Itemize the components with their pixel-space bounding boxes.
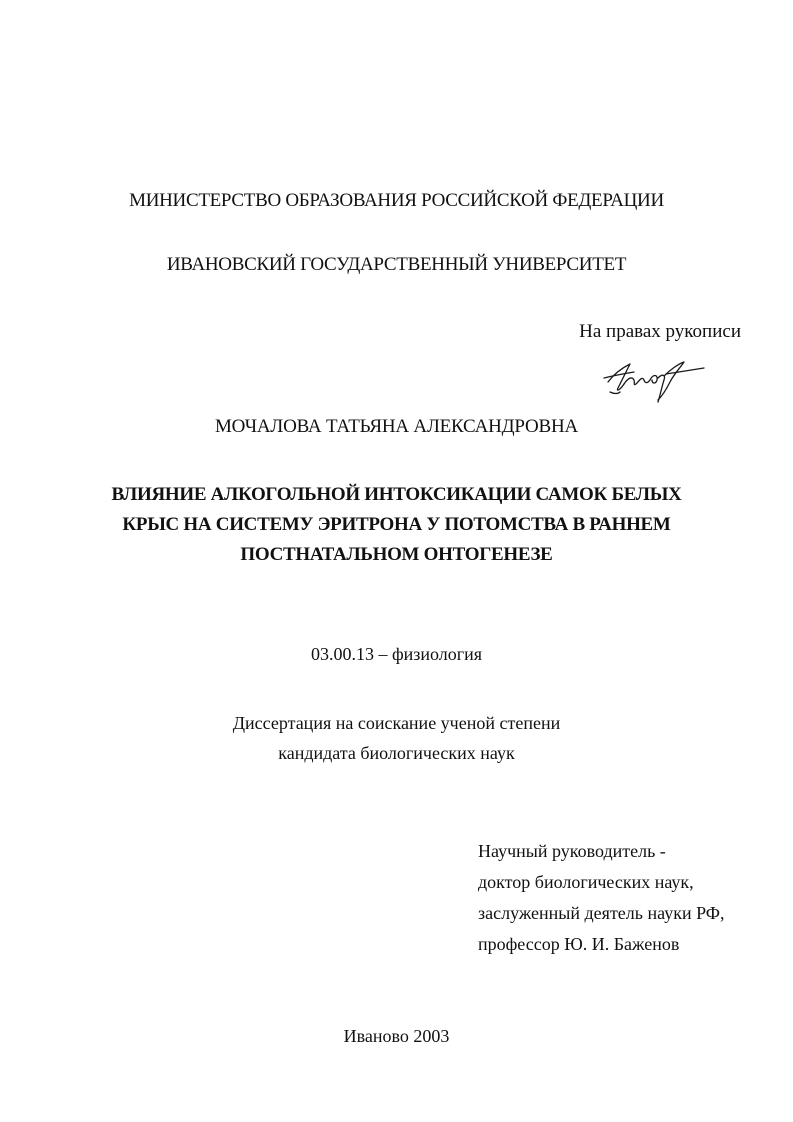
degree-statement [0, 708, 793, 768]
dissertation-title [0, 480, 793, 570]
supervisor-line: профессор Ю. И. Баженов [478, 934, 680, 954]
degree-line: Диссертация на соискание ученой степени [232, 713, 561, 733]
manuscript-note: На правах рукописи [579, 321, 741, 342]
city-year: Иваново 2003 [343, 1026, 450, 1046]
title-line: ПОСТНАТАЛЬНОМ ОНТОГЕНЕЗЕ [240, 544, 553, 565]
title-line: КРЫС НА СИСТЕМУ ЭРИТРОНА У ПОТОМСТВА В РАННЕМ [122, 514, 671, 535]
university-heading: ИВАНОВСКИЙ ГОСУДАРСТВЕННЫЙ УНИВЕРСИТЕТ [166, 254, 627, 275]
handwritten-signature [600, 352, 710, 404]
degree-line: кандидата биологических наук [278, 743, 515, 763]
supervisor-block [478, 836, 725, 960]
supervisor-line: заслуженный деятель науки РФ, [478, 903, 725, 923]
ministry-heading: МИНИСТЕРСТВО ОБРАЗОВАНИЯ РОССИЙСКОЙ ФЕДЕРАЦИИ [129, 190, 664, 211]
title-line: ВЛИЯНИЕ АЛКОГОЛЬНОЙ ИНТОКСИКАЦИИ САМОК БЕЛЫХ [111, 484, 682, 505]
specialty-code: 03.00.13 – физиология [310, 644, 483, 664]
supervisor-line: доктор биологических наук, [478, 872, 694, 892]
supervisor-line: Научный руководитель - [478, 841, 666, 861]
author-name: МОЧАЛОВА ТАТЬЯНА АЛЕКСАНДРОВНА [214, 416, 579, 437]
